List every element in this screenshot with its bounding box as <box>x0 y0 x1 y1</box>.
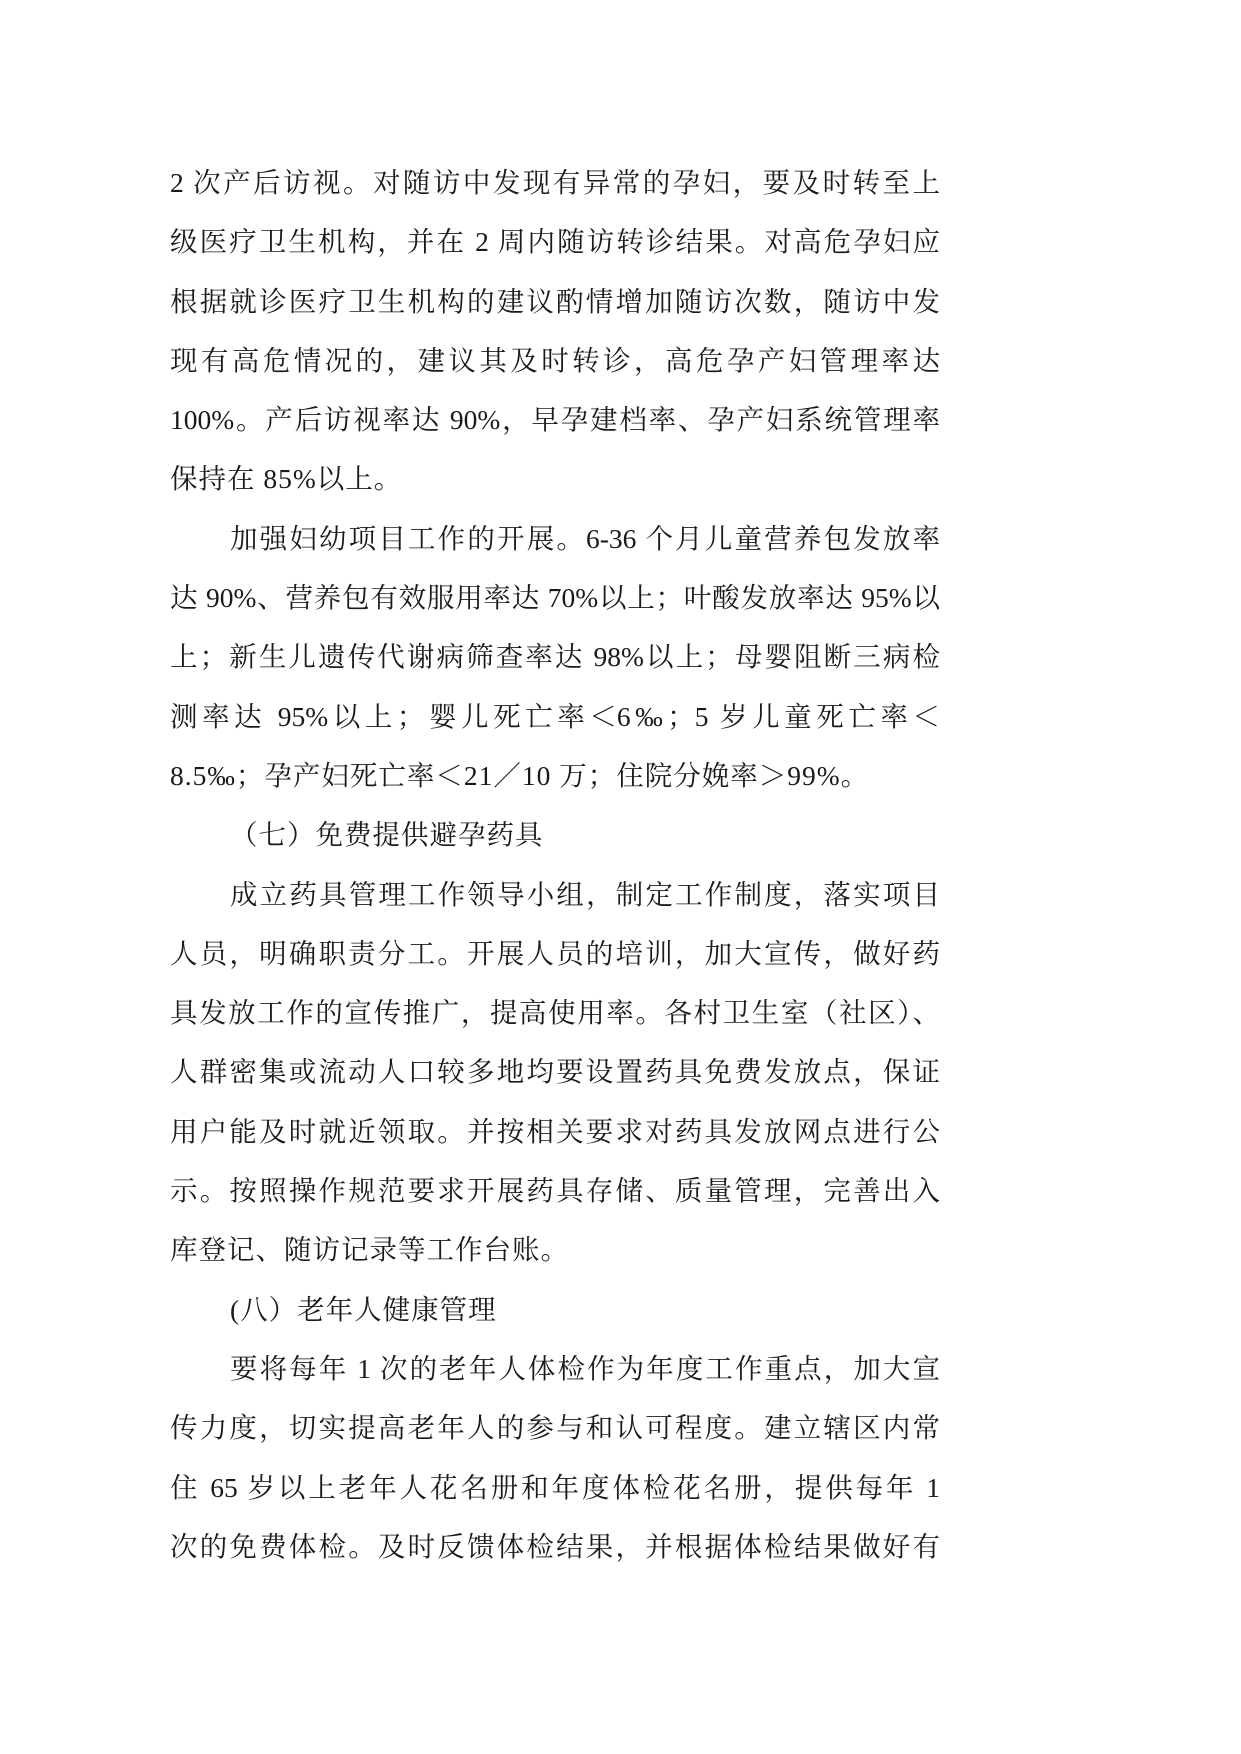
text-line: 用户能及时就近领取。并按相关要求对药具发放网点进行公 <box>170 1115 940 1147</box>
text-line: 传力度，切实提高老年人的参与和认可程度。建立辖区内常 <box>170 1412 940 1444</box>
text-line: 人员，明确职责分工。开展人员的培训，加大宣传，做好药 <box>170 937 940 969</box>
paragraph <box>170 1339 940 1576</box>
text-line: 达 90%、营养包有效服用率达 70%以上；叶酸发放率达 95%以 <box>170 582 940 614</box>
text-line: 2 次产后访视。对随访中发现有异常的孕妇，要及时转至上 <box>170 167 940 198</box>
text-line: 现有高危情况的，建议其及时转诊，高危孕产妇管理率达 <box>170 344 940 376</box>
text-line: 示。按照操作规范要求开展药具存储、质量管理，完善出入 <box>170 1175 940 1207</box>
paragraph <box>170 153 940 509</box>
section-heading: （七）免费提供避孕药具 <box>230 819 544 851</box>
text-line: 测率达 95%以上；婴儿死亡率＜6‰；5 岁儿童死亡率＜ <box>170 700 940 732</box>
section-elderly-health <box>170 1280 940 1576</box>
text-line: 库登记、随访记录等工作台账。 <box>170 1234 569 1266</box>
paragraph <box>170 865 940 1280</box>
text-line: 根据就诊医疗卫生机构的建议酌情增加随访次数，随访中发 <box>170 285 940 317</box>
text-line: 住 65 岁以上老年人花名册和年度体检花名册，提供每年 1 <box>170 1471 940 1503</box>
document-body <box>170 153 940 1576</box>
text-line: 要将每年 1 次的老年人体检作为年度工作重点，加大宣 <box>230 1352 940 1384</box>
text-line: 级医疗卫生机构，并在 2 周内随访转诊结果。对高危孕妇应 <box>170 226 940 258</box>
text-line: 人群密集或流动人口较多地均要设置药具免费发放点，保证 <box>170 1056 940 1088</box>
text-line: 保持在 85%以上。 <box>170 463 403 495</box>
section-heading: (八）老年人健康管理 <box>230 1293 497 1325</box>
paragraph <box>170 509 940 805</box>
section-contraceptives <box>170 805 940 1279</box>
text-line: 100%。产后访视率达 90%，早孕建档率、孕产妇系统管理率 <box>170 404 940 436</box>
text-line: 加强妇幼项目工作的开展。6-36 个月儿童营养包发放率 <box>230 522 940 554</box>
text-line: 次的免费体检。及时反馈体检结果，并根据体检结果做好有 <box>170 1530 940 1562</box>
text-line: 8.5‰；孕产妇死亡率＜21／10 万；住院分娩率＞99%。 <box>170 759 870 791</box>
text-line: 上；新生儿遗传代谢病筛查率达 98%以上；母婴阻断三病检 <box>170 641 940 673</box>
text-line: 成立药具管理工作领导小组，制定工作制度，落实项目 <box>230 878 940 910</box>
text-line: 具发放工作的宣传推广，提高使用率。各村卫生室（社区）、 <box>170 997 940 1029</box>
